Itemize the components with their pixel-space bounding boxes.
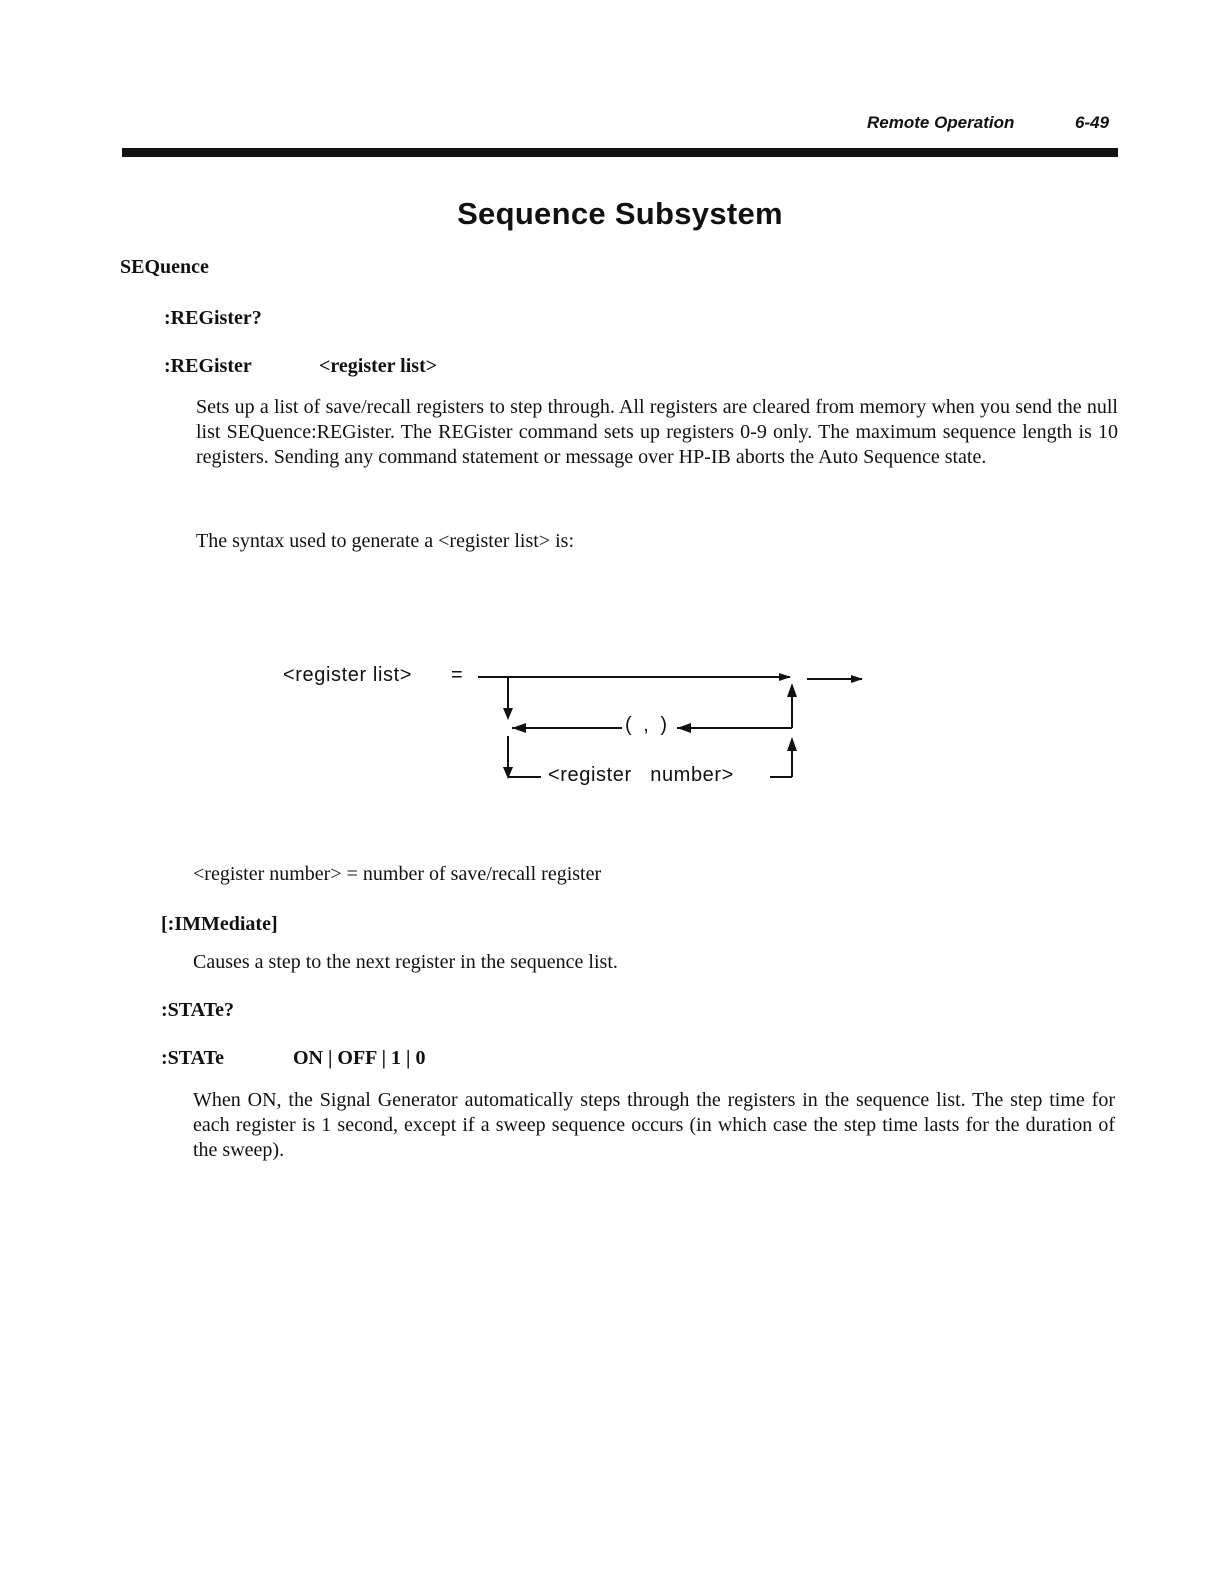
diagram-lhs: <register list> (283, 664, 413, 686)
diagram-item: <register number> (548, 764, 734, 786)
syntax-intro: The syntax used to generate a <register list> is: (196, 530, 575, 552)
command-register-param: <register list> (319, 355, 438, 377)
command-immediate: [:IMMediate] (161, 913, 278, 935)
header-page-number: 6-49 (1075, 113, 1110, 132)
register-description: Sets up a list of save/recall registers to step through. All registers are cleared from memory when you send the null list SEQuence:REGister. The REGister command sets up registers 0-9 only. The maximum sequence length is 10 registers. Sending any command statement or message over HP-IB aborts the Auto Sequence state. (196, 396, 1118, 468)
command-register-query: :REGister? (164, 307, 262, 329)
command-state-query: :STATe? (161, 999, 234, 1021)
command-register: :REGister (164, 355, 252, 377)
state-description: When ON, the Signal Generator automatically steps through the registers in the sequence list. The step time for each register is 1 second, except if a sweep sequence occurs (in which case the step time lasts for the duration of the sweep). (193, 1089, 1115, 1161)
diagram-equals: = (451, 664, 464, 686)
header-section-title: Remote Operation (867, 113, 1015, 132)
root-command-sequence: SEQuence (120, 256, 209, 278)
command-state-param: ON | OFF | 1 | 0 (293, 1047, 426, 1069)
diagram-separator: ( , ) (625, 714, 670, 736)
immediate-description: Causes a step to the next register in the sequence list. (193, 951, 618, 973)
page-title: Sequence Subsystem (457, 196, 783, 231)
command-state: :STATe (161, 1047, 224, 1069)
register-number-definition: <register number> = number of save/recall register (193, 863, 602, 885)
